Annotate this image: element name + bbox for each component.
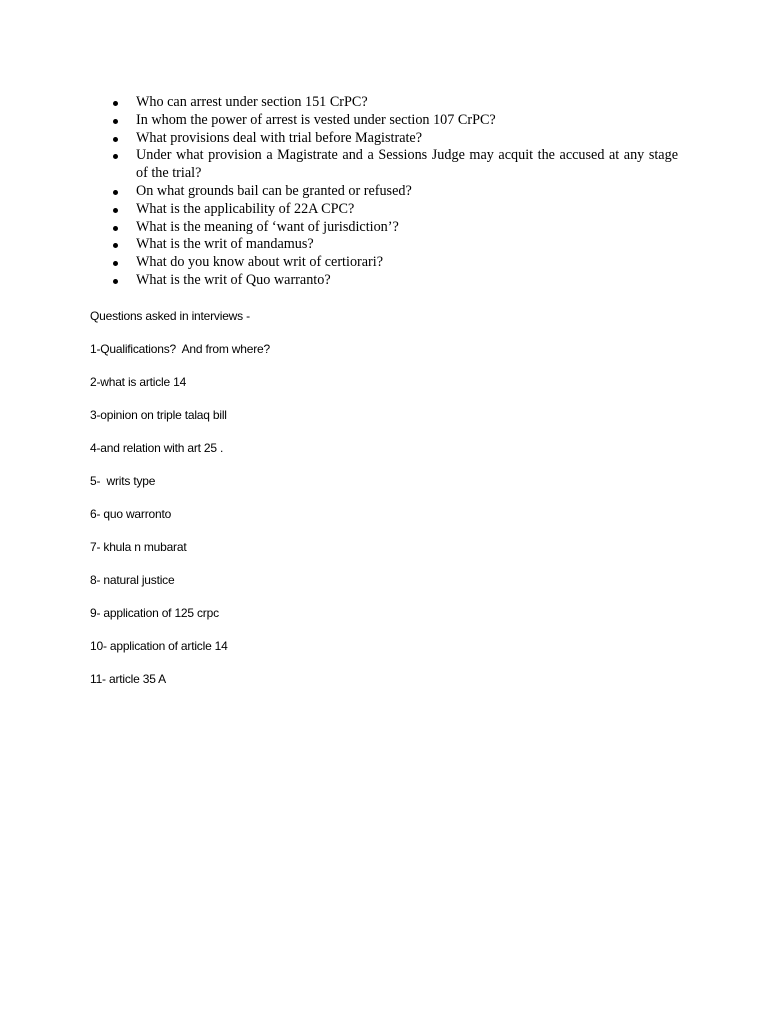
list-item bbox=[108, 147, 678, 183]
list-item bbox=[108, 219, 678, 237]
list-item bbox=[108, 130, 678, 148]
bullet-icon bbox=[113, 243, 118, 248]
interview-heading: Questions asked in interviews - bbox=[90, 309, 250, 323]
list-item bbox=[108, 272, 678, 290]
interview-item: 11- article 35 A bbox=[90, 672, 166, 686]
bullet-icon bbox=[113, 226, 118, 231]
interview-item: 6- quo warronto bbox=[90, 507, 172, 521]
bullet-question-list bbox=[108, 94, 678, 290]
bullet-icon bbox=[113, 208, 118, 213]
list-item bbox=[108, 112, 678, 130]
bullet-text: What is the writ of Quo warranto? bbox=[136, 271, 331, 288]
list-item bbox=[108, 94, 678, 112]
bullet-icon bbox=[113, 190, 118, 195]
bullet-icon bbox=[113, 154, 118, 159]
bullet-text: Under what provision a Magistrate and a Sessions Judge may acquit the accused at any stage of the trial? bbox=[136, 147, 678, 182]
bullet-text: On what grounds bail can be granted or refused? bbox=[136, 182, 412, 199]
bullet-icon bbox=[113, 279, 118, 284]
list-item bbox=[108, 254, 678, 272]
interview-item: 2-what is article 14 bbox=[90, 375, 187, 389]
bullet-text: What is the applicability of 22A CPC? bbox=[136, 200, 355, 217]
bullet-icon bbox=[113, 261, 118, 266]
bullet-icon bbox=[113, 119, 118, 124]
bullet-text: Who can arrest under section 151 CrPC? bbox=[136, 94, 368, 110]
interview-item: 10- application of article 14 bbox=[90, 639, 228, 653]
bullet-icon bbox=[113, 101, 118, 106]
interview-item: 4-and relation with art 25 . bbox=[90, 441, 224, 455]
interview-item: 3-opinion on triple talaq bill bbox=[90, 408, 227, 422]
list-item bbox=[108, 183, 678, 201]
bullet-text: What is the meaning of ‘want of jurisdiction’? bbox=[136, 218, 399, 235]
list-item bbox=[108, 236, 678, 254]
bullet-text: What is the writ of mandamus? bbox=[136, 236, 314, 253]
bullet-text: What provisions deal with trial before Magistrate? bbox=[136, 129, 423, 146]
interview-item: 5- writs type bbox=[90, 474, 156, 488]
interview-item: 9- application of 125 crpc bbox=[90, 606, 219, 620]
list-item bbox=[108, 201, 678, 219]
bullet-text: In whom the power of arrest is vested under section 107 CrPC? bbox=[136, 111, 496, 128]
interview-questions-section bbox=[90, 308, 690, 704]
bullet-text: What do you know about writ of certiorari? bbox=[136, 254, 384, 271]
interview-item: 8- natural justice bbox=[90, 573, 175, 587]
bullet-icon bbox=[113, 137, 118, 142]
interview-item: 1-Qualifications? And from where? bbox=[90, 342, 270, 356]
interview-item: 7- khula n mubarat bbox=[90, 540, 187, 554]
